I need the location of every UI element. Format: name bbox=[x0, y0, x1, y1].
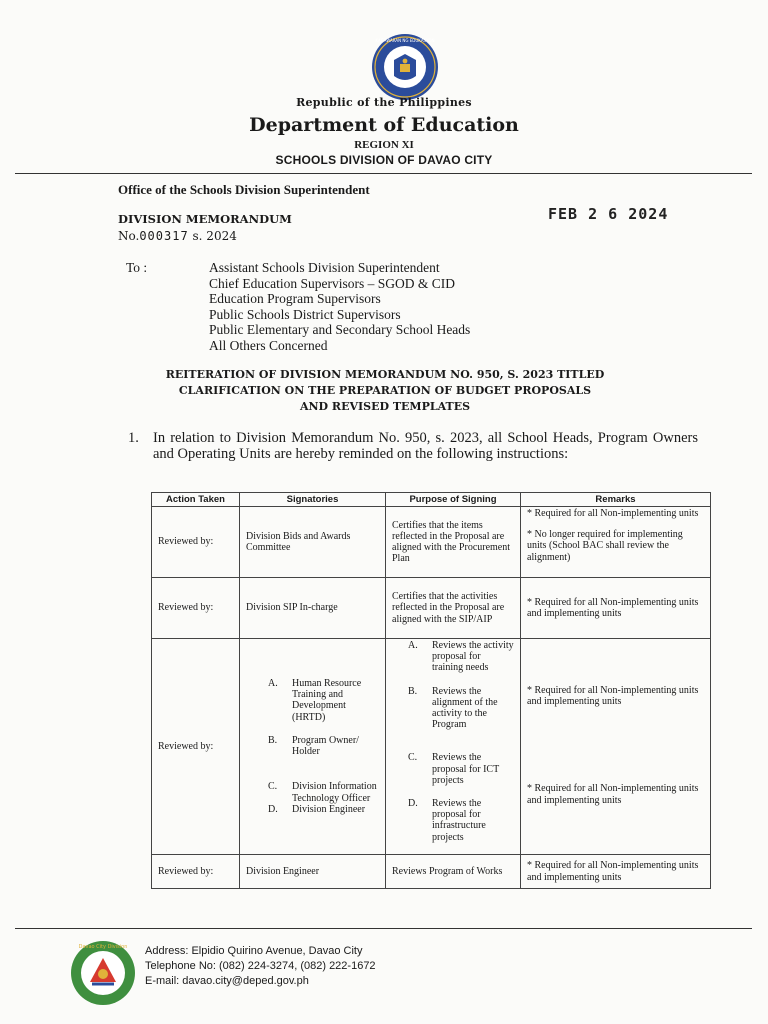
remark-text: * Required for all Non-implementing units bbox=[527, 508, 699, 519]
subject-line: AND REVISED TEMPLATES bbox=[299, 400, 471, 413]
signatories-table bbox=[151, 492, 711, 889]
date-stamp: FEB 2 6 2024 bbox=[548, 205, 669, 223]
recipient-item: Public Elementary and Secondary School Heads bbox=[209, 322, 471, 338]
svg-text:Davao City Division: Davao City Division bbox=[78, 944, 128, 950]
remark-text: * Required for all Non-implementing units and implementing units bbox=[527, 685, 699, 708]
recipient-item: All Others Concerned bbox=[209, 337, 328, 353]
signatory-cell: Division Engineer bbox=[240, 855, 386, 889]
action-cell: Reviewed by: bbox=[152, 507, 240, 578]
table-row bbox=[152, 507, 711, 578]
memo-subject bbox=[100, 367, 670, 415]
recipient-item: Assistant Schools Division Superintendent bbox=[209, 260, 440, 275]
action-cell: Reviewed by: bbox=[152, 639, 240, 855]
recipient-item: Public Schools District Supervisors bbox=[209, 306, 401, 322]
recipient-item: Chief Education Supervisors – SGOD & CID bbox=[209, 275, 455, 291]
memo-series: s. 2024 bbox=[192, 229, 237, 243]
remarks-cell: * Required for all Non-implementing units and implementing units bbox=[521, 578, 711, 639]
signatory-item: D. Division Engineer bbox=[268, 803, 366, 815]
header-action-taken: Action Taken bbox=[152, 493, 240, 507]
remark-text: * Required for all Non-implementing units and implementing units bbox=[527, 783, 699, 806]
remarks-cell: * Required for all Non-implementing units and implementing units bbox=[521, 855, 711, 889]
signatory-item: B. Program Owner/ Holder bbox=[268, 734, 359, 758]
footer-divider bbox=[15, 928, 752, 929]
subject-line: REITERATION OF DIVISION MEMORANDUM NO. 950, S. 2023 TITLED bbox=[165, 368, 605, 381]
signatory-cell bbox=[240, 639, 386, 855]
remarks-cell bbox=[521, 639, 711, 855]
purpose-cell: Reviews Program of Works bbox=[386, 855, 521, 889]
purpose-item: A. Reviews the activity proposal for training needs bbox=[408, 640, 514, 674]
header-remarks: Remarks bbox=[521, 493, 711, 507]
memo-number-prefix: No. bbox=[118, 229, 140, 243]
table-row bbox=[152, 855, 711, 889]
subject-line: CLARIFICATION ON THE PREPARATION OF BUDGET PROPOSALS bbox=[178, 384, 592, 397]
signatory-item: C. Division Information Technology Officer bbox=[268, 781, 377, 804]
purpose-item: B. Reviews the alignment of the activity to the Program bbox=[408, 685, 498, 731]
department-heading: Department of Education bbox=[249, 114, 519, 136]
purpose-cell: Certifies that the items reflected in the Proposal are aligned with the Procurement Plan bbox=[386, 507, 521, 578]
action-cell: Reviewed by: bbox=[152, 578, 240, 639]
memo-number-value: 000317 bbox=[139, 229, 189, 243]
footer-email[interactable]: E-mail: davao.city@deped.gov.ph bbox=[145, 975, 309, 987]
purpose-item: D. Reviews the proposal for infrastructure projects bbox=[408, 798, 486, 843]
division-logo-icon bbox=[70, 940, 136, 1006]
action-cell: Reviewed by: bbox=[152, 855, 240, 889]
header-signatories: Signatories bbox=[240, 493, 386, 507]
svg-text:KAGAWARAN NG EDUKASYON: KAGAWARAN NG EDUKASYON bbox=[375, 38, 435, 43]
region-heading: REGION XI bbox=[354, 139, 414, 151]
division-heading: SCHOOLS DIVISION OF DAVAO CITY bbox=[275, 153, 493, 167]
memo-number bbox=[118, 229, 237, 243]
footer-contact bbox=[145, 944, 376, 989]
table-header-row bbox=[152, 493, 711, 507]
office-name: Office of the Schools Division Superintendent bbox=[118, 182, 370, 197]
memo-title: DIVISION MEMORANDUM bbox=[118, 212, 292, 226]
purpose-item: C. Reviews the proposal for ICT projects bbox=[408, 752, 500, 786]
remark-text: * No longer required for implementing units (School BAC shall review the alignment) bbox=[527, 529, 683, 563]
signatory-item: A. Human Resource Training and Development (HRTD) bbox=[268, 678, 362, 723]
header-purpose: Purpose of Signing bbox=[386, 493, 521, 507]
purpose-cell bbox=[386, 639, 521, 855]
footer-telephone: Telephone No: (082) 224-3274, (082) 222-1672 bbox=[145, 960, 376, 972]
paragraph-text: In relation to Division Memorandum No. 950, s. 2023, all School Heads, Program Owners and Operating Units are hereby reminded on the following instructions: bbox=[153, 430, 698, 462]
table-row bbox=[152, 578, 711, 639]
republic-heading: Republic of the Philippines bbox=[296, 96, 472, 109]
header-divider bbox=[15, 173, 752, 174]
footer-address: Address: Elpidio Quirino Avenue, Davao City bbox=[145, 945, 363, 957]
remarks-cell bbox=[521, 507, 711, 578]
purpose-cell: Certifies that the activities reflected in the Proposal are aligned with the SIP/AIP bbox=[386, 578, 521, 639]
deped-seal-icon bbox=[370, 32, 440, 102]
signatory-cell: Division SIP In-charge bbox=[240, 578, 386, 639]
recipient-list bbox=[209, 260, 470, 354]
signatory-cell: Division Bids and Awards Committee bbox=[240, 507, 386, 578]
recipient-item: Education Program Supervisors bbox=[209, 291, 381, 307]
to-label: To : bbox=[126, 260, 148, 275]
table-row bbox=[152, 639, 711, 855]
paragraph-1 bbox=[128, 430, 698, 462]
paragraph-number: 1. bbox=[128, 430, 139, 446]
